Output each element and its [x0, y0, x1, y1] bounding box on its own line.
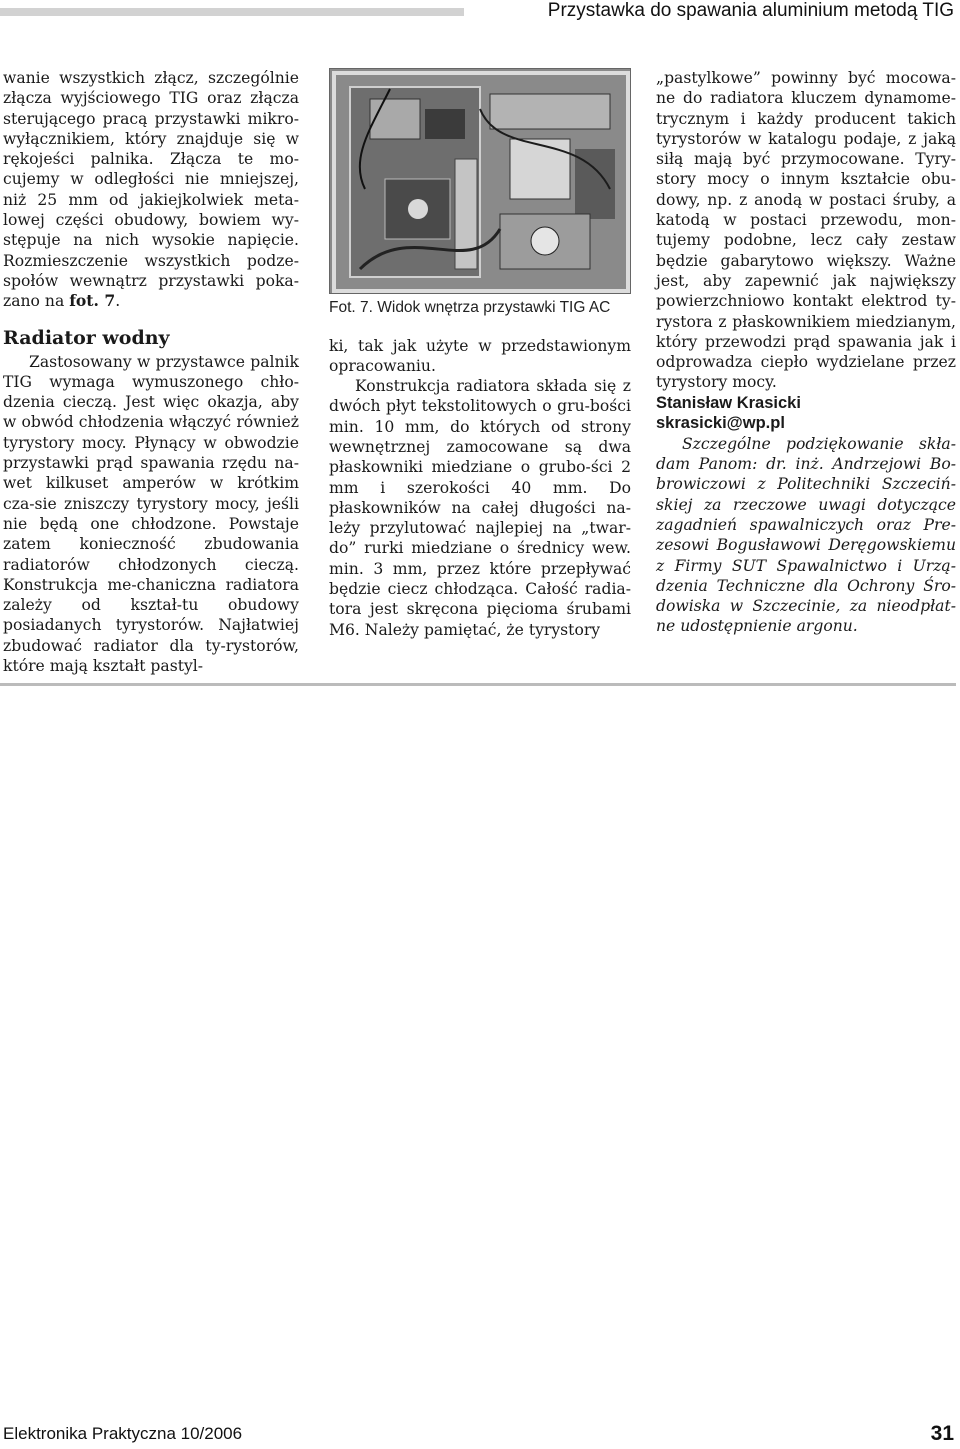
column-2	[329, 68, 631, 640]
figure-reference: fot. 7	[69, 291, 116, 311]
author-name: Stanisław Krasicki	[656, 393, 801, 412]
paragraph: „pastylkowe” powinny być mocowa-ne do radiatora kluczem dynamome-trycznym i każdy producent takich tyrystorów w katalogu podaje, z jaką siłą mają być przymocowane. Tyry-story mocy o innym kształcie obu-dowy, np. z anodą w postaci śruby, a katodą w postaci przewodu, mon-tujemy podobne, lecz cały zestaw będzie gabarytowo większy. Ważne jest, aby zapewnić jak największy powierzchniowo kontakt elektrod ty-rystora z płaskownikiem miedzianym, który przewodzi prąd spawania jak i odprowadza ciepło wydzielane przez tyrystory mocy.	[656, 69, 956, 392]
section-heading: Radiator wodny	[3, 326, 170, 349]
header-rule	[0, 8, 464, 16]
photo-illustration	[330, 69, 631, 294]
bottom-rule	[0, 683, 956, 686]
paragraph: Zastosowany w przystawce palnik TIG wymaga wymuszonego chło-dzenia cieczą. Jest więc okazja, aby w obwód chłodzenia włączyć również tyrystory mocy. Płynący w obwodzie przystawki prąd spawania rzędu na-wet kilkuset amperów w krótkim cza-sie zniszczy tyrystory mocy, jeśli nie będą one chłodzone. Powstaje zatem konieczność zbudowania radiatorów chłodzonych cieczą. Konstrukcja me-chaniczna radiatora zależy od kształ-tu obudowy posiadanych tyrystorów. Najłatwiej zbudować radiator dla ty-rystorów, które mają kształt pastyl-	[3, 352, 299, 676]
figure-caption: Fot. 7. Widok wnętrza przystawki TIG AC	[329, 299, 611, 316]
page-number: 31	[930, 1422, 954, 1445]
column-3	[656, 68, 956, 637]
footer-magazine: Elektronika Praktyczna 10/2006	[3, 1424, 243, 1443]
paragraph-end: .	[115, 292, 121, 311]
acknowledgement: Szczególne podziękowanie skła-dam Panom: dr. inż. Andrzejowi Bo-browiczowi z Politechniki Szczeciń-skiej za rzeczowe uwagi dotyczące zagadnień spawalniczych oraz Pre-zesowi Bogusławowi Deręgowskiemu z Firmy SUT Spawalnictwo i Urzą-dzenia Techniczne dla Ochrony Śro-dowiska w Szczecinie, za nieodpłat-ne udostępnienie argonu.	[656, 434, 956, 636]
column-1	[3, 68, 299, 676]
device-interior-photo	[329, 68, 631, 294]
paragraph: ki, tak jak użyte w przedstawionym opracowaniu.	[329, 336, 631, 375]
running-header-title: Przystawka do spawania aluminium metodą TIG	[547, 0, 954, 21]
paragraph	[3, 68, 299, 312]
paragraph-text: wanie wszystkich złącz, szczególnie złącza wyjściowego TIG oraz złącza sterującego pracą przystawki mikro-wyłącznikiem, który znajduje się w rękojeści palnika. Złącza te mo-cujemy w odległości nie mniejszej, niż 25 mm od jakiejkolwiek meta-lowej części obudowy, bowiem wy-stępuje na nich wysokie napięcie. Rozmieszczenie wszystkich podze-społów wewnątrz przystawki poka-zano na	[3, 69, 299, 311]
author-email[interactable]: skrasicki@wp.pl	[656, 414, 785, 433]
paragraph: Konstrukcja radiatora składa się z dwóch płyt tekstolitowych o gru-bości min. 10 mm, do których od strony wewnętrznej zamocowane są dwa płaskowniki miedziane o grubo-ści 2 mm i szerokości 40 mm. Do płaskowników na całej długości na-leży przylutować najlepiej na „twar-do” rurki miedziane o średnicy wew. min. 3 mm, przez które przepływać będzie ciecz chłodząca. Całość radia-tora jest skręcona pięcioma śrubami M6. Należy pamiętać, że tyrystory	[329, 377, 631, 639]
